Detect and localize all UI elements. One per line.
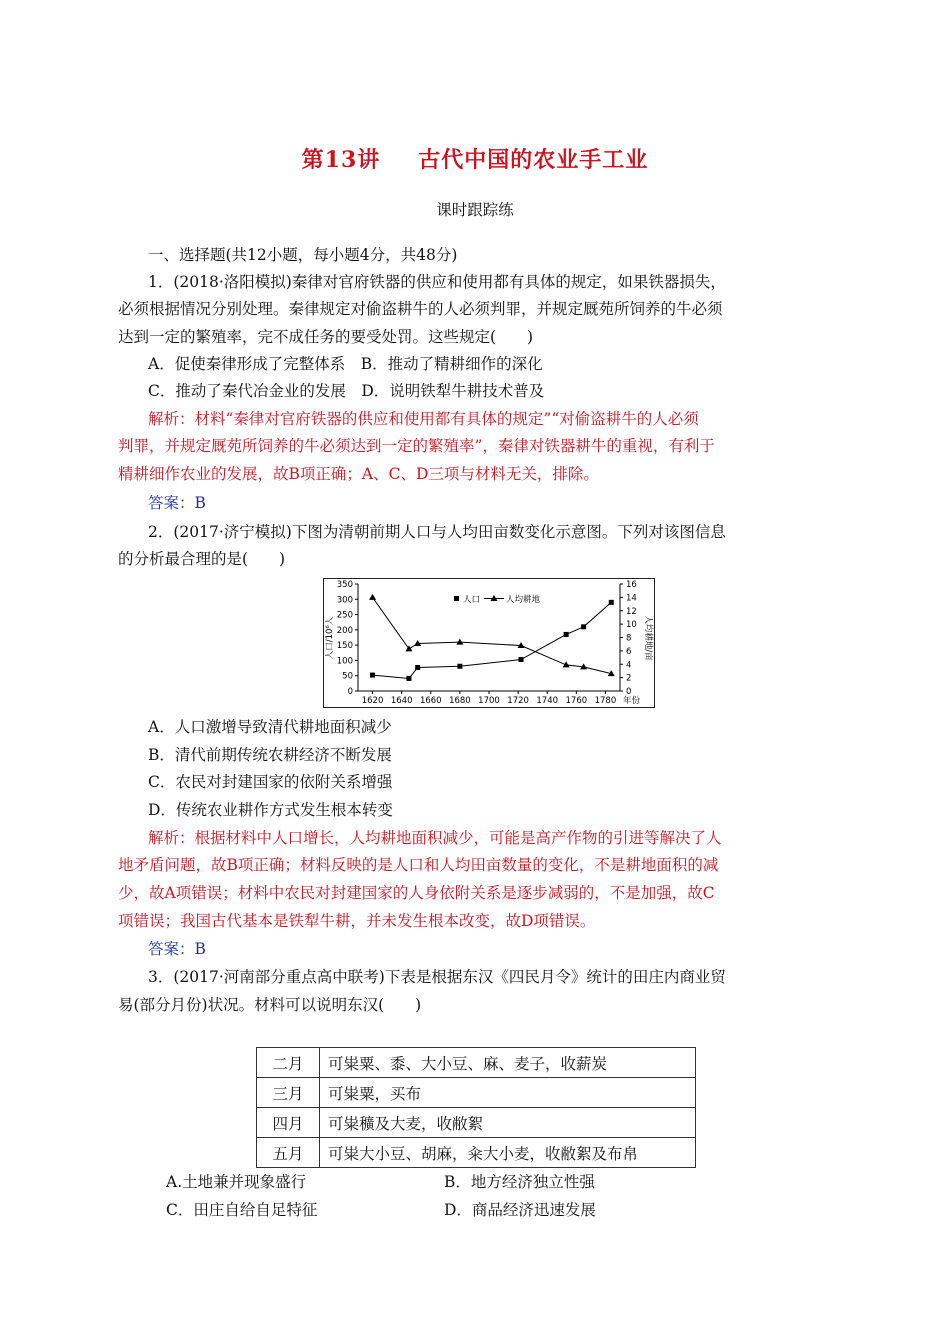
- x-tick-label: 1640: [390, 696, 413, 706]
- table-cell-trade: 可粜穬及大麦，收敝絮: [320, 1108, 696, 1138]
- table-row: [257, 1048, 696, 1078]
- q1-stem-line: 达到一定的繁殖率，完不成任务的要受处罚。这些规定( ): [118, 328, 534, 346]
- q2-stem-line: 的分析最合理的是( ): [118, 550, 286, 568]
- q3-option-d: D．商品经济迅速发展: [444, 1201, 596, 1219]
- q1-stem-line: 1．(2018·洛阳模拟)秦律对官府铁器的供应和使用都有具体的规定，如果铁器损失，: [148, 273, 726, 291]
- q1-option-line: C．推动了秦代冶金业的发展 D．说明铁犁牛耕技术普及: [148, 382, 545, 400]
- q3-stem-line: 易(部分月份)状况。材料可以说明东汉( ): [118, 996, 422, 1014]
- q2-stem-line: 2．(2017·济宁模拟)下图为清朝前期人口与人均田亩数变化示意图。下列对该图信息: [148, 523, 726, 541]
- y-right-tick-label: 0: [626, 687, 632, 697]
- q1-stem-line: 必须根据情况分别处理。秦律规定对偷盗耕牛的人必须判罪，并规定厩苑所饲养的牛必须: [118, 300, 723, 318]
- page-subtitle: 课时跟踪练: [436, 201, 514, 219]
- x-axis-unit: 年份: [623, 696, 641, 706]
- y-right-tick-label: 2: [626, 673, 632, 684]
- q1-analysis-line: 判罪，并规定厩苑所饲养的牛必须达到一定的繁殖率”，秦律对铁器耕牛的重视，有利于: [118, 437, 715, 455]
- q3-option-a: A.土地兼并现象盛行: [166, 1173, 307, 1191]
- y-left-tick-label: 350: [336, 580, 353, 590]
- y-left-tick-label: 300: [336, 595, 353, 606]
- q3-stem-line: 3．(2017·河南部分重点高中联考)下表是根据东汉《四民月令》统计的田庄内商业贸: [148, 968, 726, 986]
- q3-option-c: C．田庄自给自足特征: [166, 1201, 318, 1219]
- trade-table: [256, 1047, 696, 1168]
- y-right-tick-label: 14: [626, 593, 637, 604]
- q1-analysis-line: 精耕细作农业的发展，故B项正确；A、C、D三项与材料无关，排除。: [118, 465, 599, 483]
- y-left-tick-label: 100: [336, 656, 353, 667]
- q1-option-line: A．促使秦律形成了完整体系 B．推动了精耕细作的深化: [148, 355, 543, 373]
- population-farmland-chart: [323, 578, 655, 708]
- y-right-tick-label: 16: [626, 580, 637, 590]
- y-left-label: 人口/10⁶人: [325, 616, 335, 660]
- x-tick-label: 1720: [507, 696, 529, 706]
- y-right-tick-label: 10: [626, 620, 637, 631]
- population-point: [415, 665, 420, 670]
- x-tick-label: 1660: [419, 696, 442, 706]
- section-heading: 一、选择题(共12小题，每小题4分，共48分): [148, 246, 458, 264]
- y-left-tick-label: 0: [347, 687, 353, 697]
- population-point: [457, 664, 462, 669]
- q1-answer: 答案：B: [148, 494, 206, 512]
- y-right-label: 人均耕地/亩: [643, 615, 653, 661]
- q2-option-line: D．传统农业耕作方式发生根本转变: [148, 801, 393, 819]
- x-tick-label: 1740: [536, 696, 559, 706]
- lecture-title: 古代中国的农业手工业: [418, 147, 649, 173]
- table-cell-trade: 可粜粟，买布: [320, 1078, 696, 1108]
- q2-analysis-line: 解析：根据材料中人口增长，人均耕地面积减少，可能是高产作物的引进等解决了人: [148, 829, 722, 847]
- y-left-tick-label: 200: [336, 625, 353, 636]
- q2-analysis-line: 项错误；我国古代基本是铁犁牛耕，并未发生根本改变，故D项错误。: [118, 912, 596, 930]
- q2-analysis-line: 少，故A项错误；材料中农民对封建国家的人身依附关系是逐步减弱的，不是加强，故C: [118, 884, 715, 902]
- q1-analysis-line: 解析：材料“秦律对官府铁器的供应和使用都有具体的规定”“对偷盗耕牛的人必须: [148, 410, 699, 428]
- x-tick-label: 1780: [594, 696, 617, 706]
- legend-population-label: 人口: [463, 595, 481, 605]
- y-left-tick-label: 50: [342, 671, 353, 682]
- q2-option-line: B．清代前期传统农耕经济不断发展: [148, 746, 392, 764]
- y-right-tick-label: 4: [626, 660, 632, 671]
- legend-population-marker: [454, 596, 459, 601]
- x-tick-label: 1680: [449, 696, 471, 706]
- table-row: [257, 1078, 696, 1108]
- x-tick-label: 1700: [478, 696, 500, 706]
- table-cell-month: 二月: [257, 1048, 320, 1078]
- q2-answer: 答案：B: [148, 940, 206, 958]
- population-point: [370, 673, 375, 678]
- population-point: [564, 632, 569, 637]
- q2-option-line: A．人口激增导致清代耕地面积减少: [148, 718, 392, 736]
- x-tick-label: 1620: [361, 696, 384, 706]
- table-cell-trade: 可粜粟、黍、大小豆、麻、麦子，收薪炭: [320, 1048, 696, 1078]
- x-tick-label: 1760: [565, 696, 588, 706]
- y-right-tick-label: 8: [626, 633, 632, 644]
- q2-option-line: C．农民对封建国家的依附关系增强: [148, 773, 393, 791]
- y-left-tick-label: 150: [336, 641, 353, 652]
- y-left-tick-label: 250: [336, 610, 353, 621]
- y-right-tick-label: 12: [626, 606, 637, 617]
- q2-analysis-line: 地矛盾问题，故B项正确；材料反映的是人口和人均田亩数量的变化，不是耕地面积的减: [118, 856, 719, 874]
- population-point: [609, 600, 614, 605]
- table-cell-month: 四月: [257, 1108, 320, 1138]
- lecture-number: 第13讲: [301, 147, 381, 173]
- table-cell-month: 三月: [257, 1078, 320, 1108]
- q3-option-b: B．地方经济独立性强: [444, 1173, 595, 1191]
- table-row: [257, 1108, 696, 1138]
- table-cell-month: 五月: [257, 1138, 320, 1168]
- legend-farmland-label: 人均耕地: [506, 595, 541, 605]
- population-point: [519, 657, 524, 662]
- y-right-tick-label: 6: [626, 646, 632, 657]
- population-point: [406, 676, 411, 681]
- table-row: [257, 1138, 696, 1168]
- page-title: [0, 143, 950, 174]
- table-cell-trade: 可粜大小豆、胡麻，籴大小麦，收敝絮及布帛: [320, 1138, 696, 1168]
- population-point: [581, 624, 586, 629]
